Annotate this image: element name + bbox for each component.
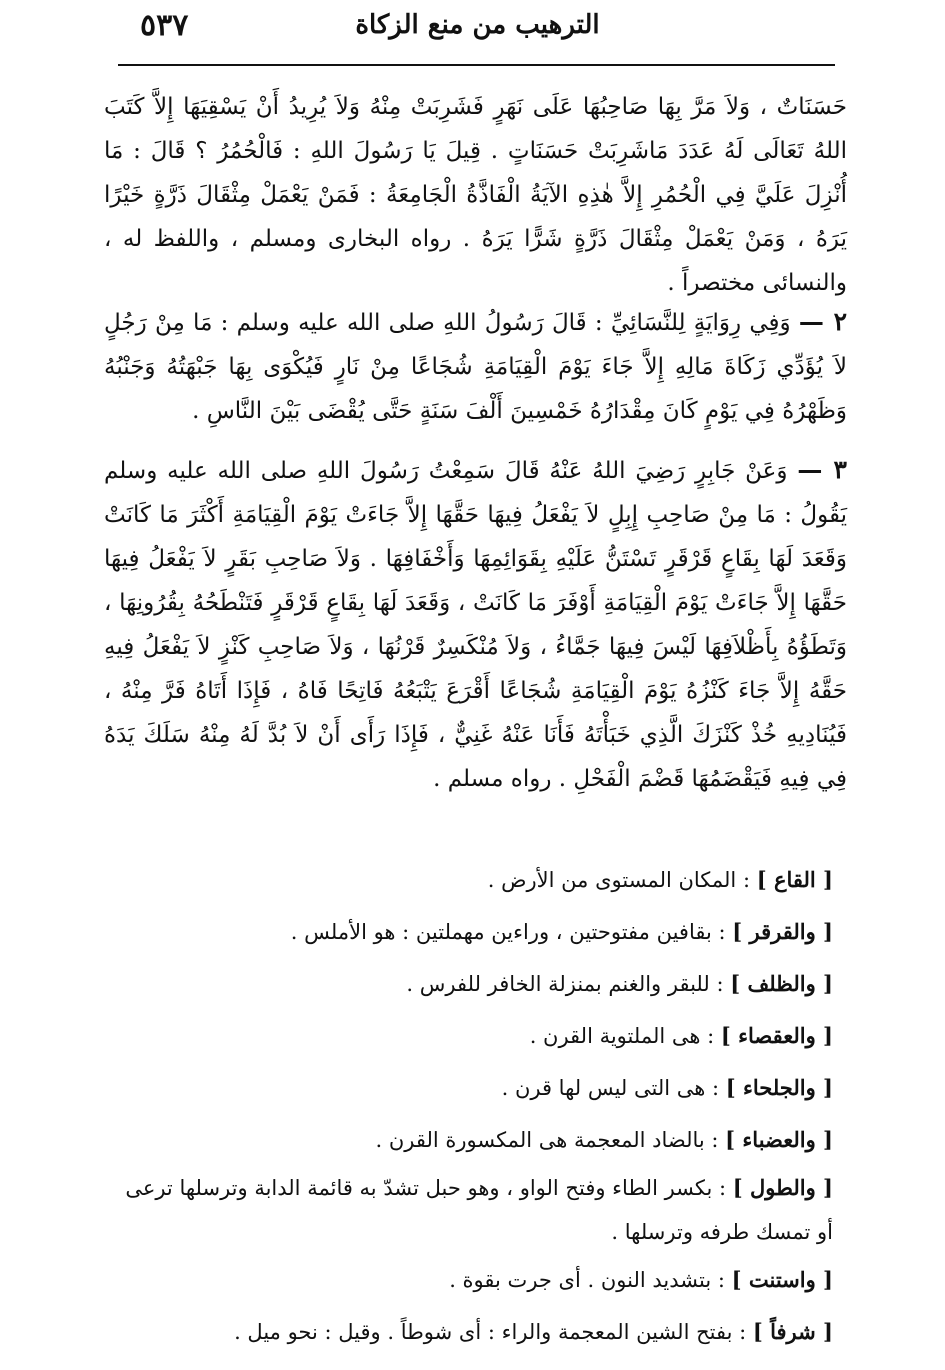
glossary-term: [ والظلف ] — [730, 971, 833, 996]
glossary-item — [104, 906, 847, 958]
glossary-term: [ والعضباء ] — [725, 1127, 833, 1152]
glossary-definition: : بالضاد المعجمة هى المكسورة القرن . — [375, 1128, 719, 1152]
glossary-definition: : بفتح الشين المعجمة والراء : أى شوطاً . وقيل : نحو ميل . — [234, 1320, 747, 1344]
glossary-definition: : هى الملتوية القرن . — [529, 1024, 715, 1048]
glossary-term: [ والعقصاء ] — [720, 1023, 833, 1048]
glossary-term: [ القاع ] — [756, 867, 833, 892]
glossary-definition: : بكسر الطاء وفتح الواو ، وهو حبل تشدّ به قائمة الدابة وترسلها ترعى أو تمسك طرفه وترسلها . — [125, 1176, 833, 1244]
glossary-definition: : هى التى ليس لها قرن . — [501, 1076, 720, 1100]
hadith-paragraph-3 — [104, 448, 847, 801]
glossary-definition: : بقافين مفتوحتين ، وراءين مهملتين : هو الأملس . — [290, 920, 726, 944]
glossary-item — [104, 1010, 847, 1062]
page-header — [118, 6, 837, 50]
glossary-definition: : للبقر والغنم بمنزلة الخافر للفرس . — [406, 972, 724, 996]
glossary-definition: : بتشديد النون . أى جرت بقوة . — [449, 1268, 725, 1292]
glossary-item — [104, 1306, 847, 1358]
glossary-term: [ والقرقر ] — [732, 919, 833, 944]
glossary-term: [ واستنت ] — [731, 1267, 833, 1292]
hadith-text: حَسَنَاتٌ ، وَلاَ مَرَّ بِهَا صَاحِبُهَا عَلَى نَهَرٍ فَشَرِبَتْ مِنْهُ وَلاَ يُرِيدُ أَنْ يَسْقِيَهَا إِلاَّ كَتَبَ اللهُ تَعَالَى لَهُ عَدَدَ مَاشَرِبَتْ حَسَنَاتٍ . قِيلَ يَا رَسُولَ اللهِ : فَالْحُمُرُ ؟ قَالَ : مَا أُنْزِلَ عَلَيَّ فِي الْحُمُرِ إِلاَّ هٰذِهِ الآيَةُ الْفَاذَّةُ الْجَامِعَةُ : فَمَنْ يَعْمَلْ مِثْقَالَ ذَرَّةٍ خَيْرًا يَرَهُ ، وَمَنْ يَعْمَلْ مِثْقَالَ ذَرَّةٍ شَرًّا يَرَهُ . رواه البخارى ومسلم ، واللفظ له ، والنسائى مختصراً . — [104, 94, 847, 296]
glossary-item — [104, 1166, 847, 1254]
hadith-paragraph-2 — [104, 300, 847, 433]
hadith-text: وَعَنْ جَابِرٍ رَضِيَ اللهُ عَنْهُ قَالَ سَمِعْتُ رَسُولَ اللهِ صلى الله عليه وسلم يَقُولُ : مَا مِنْ صَاحِبِ إِبِلٍ لاَ يَفْعَلُ فِيهَا حَقَّهَا إِلاَّ جَاءَتْ يَوْمَ الْقِيَامَةِ أَكْثَرَ مَا كَانَتْ وَقَعَدَ لَهَا بِقَاعٍ قَرْقَرٍ تَسْتَنُّ عَلَيْهِ بِقَوَائِمِهَا وَأَخْفَافِهَا . وَلاَ صَاحِبِ بَقَرٍ لاَ يَفْعَلُ فِيهَا حَقَّهَا إِلاَّ جَاءَتْ يَوْمَ الْقِيَامَةِ أَوْفَرَ مَا كَانَتْ ، وَقَعَدَ لَهَا بِقَاعٍ قَرْقَرٍ فَتَنْطَحُهُ بِقُرُونِهَا ، وَتَطَؤُهُ بِأَظْلاَفِهَا لَيْسَ فِيهَا جَمَّاءُ ، وَلاَ مُنْكَسِرٌ قَرْنُهَا ، وَلاَ صَاحِبِ كَنْزٍ لاَ يَفْعَلُ فِيهِ حَقَّهُ إِلاَّ جَاءَ كَنْزُهُ يَوْمَ الْقِيَامَةِ شُجَاعًا أَقْرَعَ يَتْبَعُهُ فَاتِحًا فَاهُ ، فَإِذَا أَتَاهُ فَرَّ مِنْهُ ، فَيُنَادِيهِ خُذْ كَنْزَكَ الَّذِي خَبَأْتَهُ فَأَنَا عَنْهُ غَنِيٌّ ، فَإِذَا رَأَى أَنْ لاَ بُدَّ لَهُ مِنْهُ سَلَكَ يَدَهُ فِي فِيهِ فَيَقْضَمُهَا قَضْمَ الْفَحْلِ . رواه مسلم . — [104, 458, 847, 792]
hadith-text: وَفِي رِوَايَةٍ لِلنَّسَائِيِّ : قَالَ رَسُولُ اللهِ صلى الله عليه وسلم : مَا مِنْ رَجُلٍ لاَ يُؤَدِّي زَكَاةَ مَالِهِ إِلاَّ جَاءَ يَوْمَ الْقِيَامَةِ شُجَاعًا مِنْ نَارٍ فَيُكْوَى بِهَا جَبْهَتُهُ وَجَنْبُهُ وَظَهْرُهُ فِي يَوْمٍ كَانَ مِقْدَارُهُ خَمْسِينَ أَلْفَ سَنَةٍ حَتَّى يُقْضَى بَيْنَ النَّاسِ . — [104, 310, 847, 424]
glossary-item — [104, 1062, 847, 1114]
running-title: الترهيب من منع الزكاة — [355, 10, 600, 40]
glossary-term: [ والطول ] — [732, 1175, 833, 1200]
glossary-item — [104, 958, 847, 1010]
glossary-term: [ والجلحاء ] — [725, 1075, 833, 1100]
glossary-item — [104, 1254, 847, 1306]
glossary-term: [ شرفاً ] — [752, 1319, 833, 1344]
header-rule — [118, 64, 835, 66]
glossary-item — [104, 1114, 847, 1166]
hadith-paragraph-1 — [104, 84, 847, 305]
hadith-number: ٢ — — [798, 307, 847, 336]
glossary — [104, 854, 847, 1358]
hadith-number: ٣ — — [797, 455, 847, 484]
glossary-item — [104, 854, 847, 906]
glossary-definition: : المكان المستوى من الأرض . — [487, 868, 751, 892]
page-number: ٥٣٧ — [140, 8, 189, 43]
